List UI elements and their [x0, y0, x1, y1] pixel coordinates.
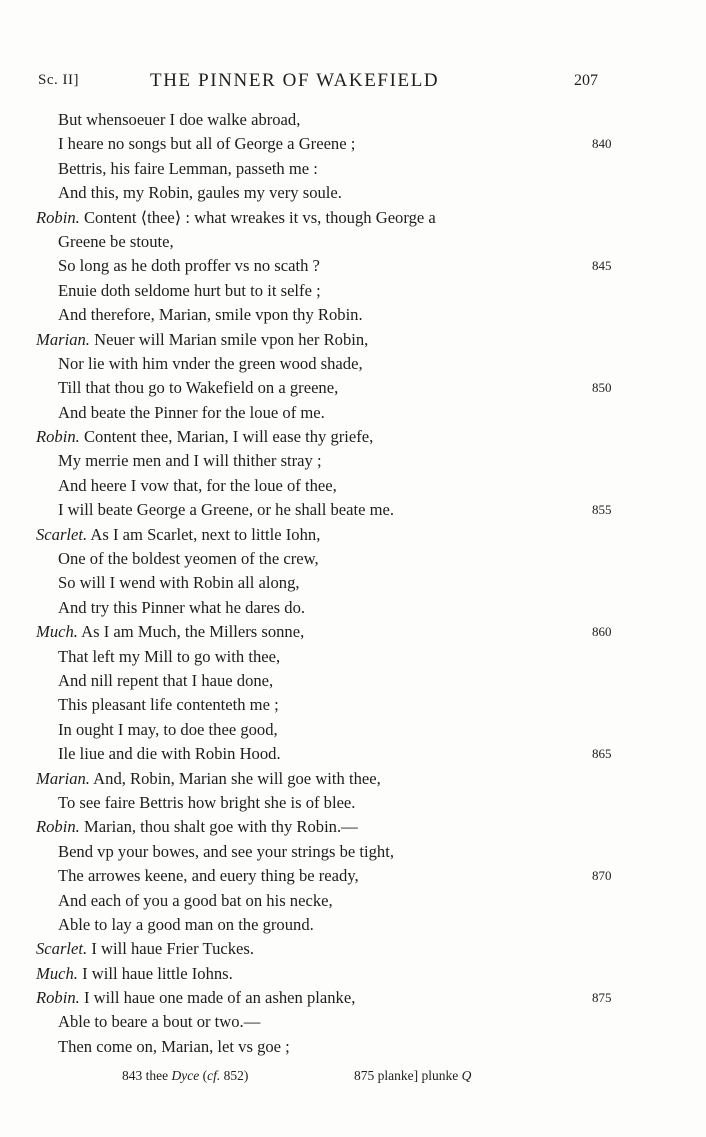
- verse-line: [0, 230, 706, 254]
- verse-line: [0, 523, 706, 547]
- speaker-name: Much.: [36, 622, 78, 642]
- speaker-name: Scarlet.: [36, 939, 88, 959]
- line-text: [58, 718, 278, 742]
- verse-text: Neuer will Marian smile vpon her Robin,: [94, 329, 369, 349]
- footnote-text: 852): [220, 1068, 249, 1083]
- verse-text: In ought I may, to doe thee good,: [58, 719, 278, 739]
- line-text: [58, 889, 333, 913]
- verse-text: My merrie men and I will thither stray ;: [58, 451, 322, 471]
- verse-line: [0, 864, 706, 888]
- section-marker: Sc. II]: [38, 72, 79, 88]
- verse-line: [0, 596, 706, 620]
- line-text: [36, 523, 320, 547]
- verse-line: [0, 181, 706, 205]
- line-number: 845: [592, 258, 612, 274]
- verse-text: This pleasant life contenteth me ;: [58, 695, 279, 715]
- line-text: [58, 571, 300, 595]
- verse-line: [0, 254, 706, 278]
- footnote-italic: cf.: [207, 1068, 221, 1083]
- verse-text: Ile liue and die with Robin Hood.: [58, 744, 281, 764]
- running-title: THE PINNER OF WAKEFIELD: [150, 70, 440, 91]
- verse-line: [0, 157, 706, 181]
- line-text: [58, 132, 355, 156]
- footnote-text: 875 planke] plunke: [354, 1068, 462, 1083]
- footnote: [122, 1068, 248, 1084]
- speaker-name: Much.: [36, 963, 78, 983]
- verse-text: Enuie doth seldome hurt but to it selfe ;: [58, 280, 321, 300]
- line-text: [58, 401, 325, 425]
- verse-text: Able to beare a bout or two.—: [58, 1012, 261, 1032]
- line-text: [58, 913, 314, 937]
- verse-line: [0, 328, 706, 352]
- verse-line: [0, 1010, 706, 1034]
- verse-text: Then come on, Marian, let vs goe ;: [58, 1036, 290, 1056]
- verse-text: Content thee, Marian, I will ease thy griefe,: [83, 427, 374, 447]
- line-number: 855: [592, 502, 612, 518]
- line-number: 875: [592, 990, 612, 1006]
- page-number: 207: [574, 72, 598, 89]
- speaker-name: Robin.: [36, 817, 80, 837]
- verse-text: Bend vp your bowes, and see your strings be tight,: [58, 841, 394, 861]
- footnote-italic: Q: [461, 1068, 472, 1083]
- verse-line: [0, 1035, 706, 1059]
- verse-line: [0, 108, 706, 132]
- speaker-name: Robin.: [36, 207, 80, 227]
- line-text: [36, 986, 355, 1010]
- line-text: [58, 303, 363, 327]
- line-text: [58, 840, 394, 864]
- verse-text: The arrowes keene, and euery thing be ready,: [58, 866, 359, 886]
- footnote-text: (: [199, 1068, 208, 1083]
- verse-line: [0, 913, 706, 937]
- speaker-name: Robin.: [36, 427, 80, 447]
- line-text: [58, 547, 319, 571]
- speaker-name: Marian.: [36, 768, 90, 788]
- verse-text: Content ⟨thee⟩ : what wreakes it vs, though George a: [83, 207, 436, 227]
- verse-line: [0, 376, 706, 400]
- verse-text: I will haue Frier Tuckes.: [91, 939, 255, 959]
- verse-text: I will beate George a Greene, or he shall beate me.: [58, 500, 395, 520]
- verse-line: [0, 571, 706, 595]
- footnotes: [0, 1068, 706, 1090]
- verse-line: [0, 279, 706, 303]
- verse-text: And heere I vow that, for the loue of thee,: [58, 475, 337, 495]
- line-text: [58, 474, 337, 498]
- verse-line: [0, 742, 706, 766]
- line-number: 865: [592, 746, 612, 762]
- verse-text: Bettris, his faire Lemman, passeth me :: [58, 158, 318, 178]
- verse-text: I will haue one made of an ashen planke,: [83, 988, 356, 1008]
- speaker-name: Marian.: [36, 329, 90, 349]
- line-number: 840: [592, 136, 612, 152]
- line-text: [58, 864, 359, 888]
- line-number: 870: [592, 868, 612, 884]
- verse-text: That left my Mill to go with thee,: [58, 646, 281, 666]
- verse-line: [0, 620, 706, 644]
- verse-line: [0, 815, 706, 839]
- line-text: [58, 181, 342, 205]
- verse-line: [0, 206, 706, 230]
- line-text: [58, 1035, 290, 1059]
- line-text: [58, 352, 363, 376]
- verse-line: [0, 352, 706, 376]
- verse-text: Nor lie with him vnder the green wood shade,: [58, 353, 363, 373]
- verse-line: [0, 425, 706, 449]
- verse-line: [0, 937, 706, 961]
- verse-text: So long as he doth proffer vs no scath ?: [58, 256, 320, 276]
- line-text: [58, 791, 355, 815]
- line-text: [36, 425, 373, 449]
- line-text: [58, 693, 279, 717]
- line-text: [36, 328, 368, 352]
- verse-line: [0, 840, 706, 864]
- verse-text: Marian, thou shalt goe with thy Robin.—: [83, 817, 358, 837]
- line-number: 860: [592, 624, 612, 640]
- verse-line: [0, 767, 706, 791]
- verse-text: And therefore, Marian, smile vpon thy Robin.: [58, 305, 363, 325]
- verse-line: [0, 986, 706, 1010]
- line-text: [58, 254, 320, 278]
- line-text: [58, 742, 281, 766]
- verse-text: I heare no songs but all of George a Greene ;: [58, 134, 356, 154]
- verse-text: So will I wend with Robin all along,: [58, 573, 300, 593]
- verse-line: [0, 449, 706, 473]
- footnote-text: 843 thee: [122, 1068, 172, 1083]
- verse-line: [0, 401, 706, 425]
- line-text: [36, 937, 254, 961]
- verse-line: [0, 547, 706, 571]
- line-text: [58, 596, 305, 620]
- line-text: [36, 962, 233, 986]
- footnote: [354, 1068, 471, 1084]
- line-text: [58, 279, 321, 303]
- verse-text: As I am Scarlet, next to little Iohn,: [90, 524, 321, 544]
- footnote-italic: Dyce: [171, 1068, 200, 1083]
- line-text: [58, 1010, 260, 1034]
- verse-line: [0, 693, 706, 717]
- line-text: [36, 620, 304, 644]
- line-text: [36, 815, 358, 839]
- speaker-name: Robin.: [36, 988, 80, 1008]
- verse-text: And, Robin, Marian she will goe with thee,: [93, 768, 381, 788]
- verse-text: And nill repent that I haue done,: [58, 670, 274, 690]
- verse-text: I will haue little Iohns.: [82, 963, 233, 983]
- verse-text: To see faire Bettris how bright she is of blee.: [58, 792, 356, 812]
- verse-line: [0, 132, 706, 156]
- line-text: [36, 767, 381, 791]
- line-text: [58, 498, 394, 522]
- line-text: [58, 376, 338, 400]
- verse-line: [0, 645, 706, 669]
- verse-text: And try this Pinner what he dares do.: [58, 597, 306, 617]
- line-number: 850: [592, 380, 612, 396]
- verse-text: And this, my Robin, gaules my very soule.: [58, 183, 342, 203]
- line-text: [58, 230, 174, 254]
- line-text: [58, 645, 280, 669]
- verse-line: [0, 498, 706, 522]
- verse-line: [0, 669, 706, 693]
- verse-line: [0, 962, 706, 986]
- verse-line: [0, 889, 706, 913]
- verse-line: [0, 718, 706, 742]
- play-text: [0, 108, 706, 1059]
- line-text: [58, 669, 273, 693]
- speaker-name: Scarlet.: [36, 524, 88, 544]
- verse-text: Able to lay a good man on the ground.: [58, 914, 314, 934]
- verse-text: And each of you a good bat on his necke,: [58, 890, 333, 910]
- verse-text: Greene be stoute,: [58, 231, 174, 251]
- verse-text: Till that thou go to Wakefield on a greene,: [58, 378, 339, 398]
- verse-line: [0, 303, 706, 327]
- verse-line: [0, 474, 706, 498]
- verse-text: As I am Much, the Millers sonne,: [81, 622, 305, 642]
- line-text: [58, 108, 300, 132]
- verse-text: And beate the Pinner for the loue of me.: [58, 402, 325, 422]
- line-text: [58, 157, 318, 181]
- running-header: [38, 70, 598, 94]
- verse-text: One of the boldest yeomen of the crew,: [58, 549, 319, 569]
- verse-line: [0, 791, 706, 815]
- verse-text: But whensoeuer I doe walke abroad,: [58, 110, 301, 129]
- line-text: [58, 449, 322, 473]
- line-text: [36, 206, 436, 230]
